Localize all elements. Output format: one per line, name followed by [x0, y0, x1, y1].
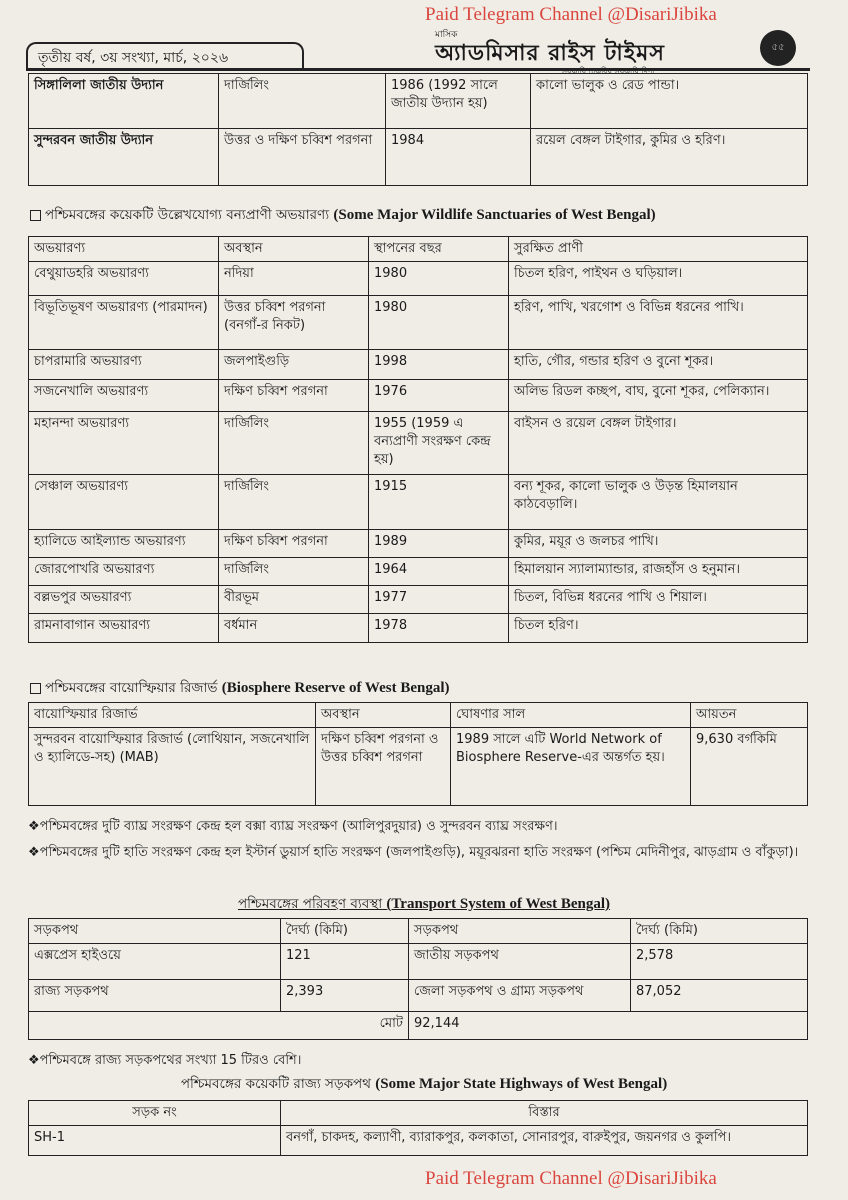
table-row	[29, 475, 808, 530]
table-cell: রাজ্য সড়কপথ	[29, 980, 281, 1012]
table-cell: 1915	[369, 475, 509, 530]
table-row	[29, 129, 808, 186]
table-cell: নদিয়া	[219, 262, 369, 296]
table-cell: দক্ষিণ চব্বিশ পরগনা ও উত্তর চব্বিশ পরগনা	[316, 728, 451, 806]
sanctuaries-heading	[30, 205, 656, 225]
table-cell: 1989 সালে এটি World Network of Biosphere Reserve-এর অন্তর্গত হয়।	[451, 728, 691, 806]
column-header: সড়কপথ	[29, 919, 281, 944]
heading-en: (Transport System of West Bengal)	[386, 896, 611, 912]
table-cell: হিমালয়ান স্যালাম্যান্ডার, রাজহাঁস ও হনুমান।	[509, 558, 808, 586]
column-header: বায়োস্ফিয়ার রিজার্ভ	[29, 703, 316, 728]
table-row	[29, 728, 808, 806]
heading-bn: পশ্চিমবঙ্গের কয়েকটি উল্লেখযোগ্য বন্যপ্রাণী অভয়ারণ্য	[45, 207, 330, 223]
table-cell: সেঞ্চাল অভয়ারণ্য	[29, 475, 219, 530]
table-cell: সুন্দরবন বায়োস্ফিয়ার রিজার্ভ (লোথিয়ান, সজনেখালি ও হ্যালিডে-সহ) (MAB)	[29, 728, 316, 806]
total-value: 92,144	[409, 1012, 808, 1040]
table-cell: কালো ভালুক ও রেড পান্ডা।	[531, 74, 808, 129]
table-cell: বীরভূম	[219, 586, 369, 614]
table-cell: সজনেখালি অভয়ারণ্য	[29, 380, 219, 412]
table-row	[29, 980, 808, 1012]
table-cell: 1980	[369, 296, 509, 350]
header-row	[29, 919, 808, 944]
table-cell: 1977	[369, 586, 509, 614]
column-header: বিস্তার	[281, 1101, 808, 1126]
column-header: আয়তন	[691, 703, 808, 728]
heading-bn: পশ্চিমবঙ্গের কয়েকটি রাজ্য সড়কপথ	[180, 1076, 371, 1092]
note-elephant: ❖পশ্চিমবঙ্গের দুটি হাতি সংরক্ষণ কেন্দ্র হল ইস্টার্ন ডুয়ার্স হাতি সংরক্ষণ (জলপাইগুড়ি), ময়ূরঝরনা হাতি সংরক্ষণ (পশ্চিম মেদিনীপুর, ঝাড়গ্রাম ও বাঁকুড়া)।	[28, 845, 799, 860]
table-row	[29, 614, 808, 643]
column-header: অভয়ারণ্য	[29, 237, 219, 262]
column-header: অবস্থান	[219, 237, 369, 262]
table-cell: 1998	[369, 350, 509, 380]
table-cell: হ্যালিডে আইল্যান্ড অভয়ারণ্য	[29, 530, 219, 558]
table-row	[29, 412, 808, 475]
table-cell: দার্জিলিং	[219, 74, 386, 129]
watermark-bottom: Paid Telegram Channel @DisariJibika	[425, 1168, 717, 1189]
heading-en: (Biosphere Reserve of West Bengal)	[221, 680, 450, 696]
table-cell: বনগাঁ, চাকদহ, কল্যাণী, ব্যারাকপুর, কলকাতা, সোনারপুর, বারুইপুর, জয়নগর ও কুলপি।	[281, 1126, 808, 1156]
biosphere-table	[28, 702, 808, 806]
table-cell: 87,052	[631, 980, 808, 1012]
table-row	[29, 530, 808, 558]
table-cell: 1955 (1959 এ বন্যপ্রাণী সংরক্ষণ কেন্দ্র হয়)	[369, 412, 509, 475]
header-row	[29, 1101, 808, 1126]
table-cell: হাতি, গৌর, গন্ডার হরিণ ও বুনো শূকর।	[509, 350, 808, 380]
table-cell: বর্ধমান	[219, 614, 369, 643]
column-header: অবস্থান	[316, 703, 451, 728]
column-header: ঘোষণার সাল	[451, 703, 691, 728]
table-row	[29, 262, 808, 296]
table-cell: 121	[281, 944, 409, 980]
total-row	[29, 1012, 808, 1040]
masthead-small: মাসিক	[435, 30, 458, 40]
table-cell: 2,393	[281, 980, 409, 1012]
transport-heading	[0, 894, 848, 914]
table-cell: সিঙ্গালিলা জাতীয় উদ্যান	[29, 74, 219, 129]
table-row	[29, 586, 808, 614]
state-highways-heading	[0, 1074, 848, 1094]
table-cell: 1978	[369, 614, 509, 643]
checkbox-square-icon	[30, 210, 41, 221]
table-cell: দক্ষিণ চব্বিশ পরগনা	[219, 530, 369, 558]
table-cell: জাতীয় সড়কপথ	[409, 944, 631, 980]
table-cell: উত্তর চব্বিশ পরগনা (বনগাঁ-র নিকট)	[219, 296, 369, 350]
table-cell: 2,578	[631, 944, 808, 980]
table-cell: দার্জিলিং	[219, 558, 369, 586]
table-cell: বাইসন ও রয়েল বেঙ্গল টাইগার।	[509, 412, 808, 475]
column-header: স্থাপনের বছর	[369, 237, 509, 262]
table-row	[29, 944, 808, 980]
table-cell: 1989	[369, 530, 509, 558]
table-cell: 1964	[369, 558, 509, 586]
table-cell: উত্তর ও দক্ষিণ চব্বিশ পরগনা	[219, 129, 386, 186]
header-row	[29, 237, 808, 262]
heading-bn: পশ্চিমবঙ্গের বায়োস্ফিয়ার রিজার্ভ	[45, 680, 218, 696]
table-cell: অলিভ রিডল কচ্ছপ, বাঘ, বুনো শূকর, পেলিক্যান।	[509, 380, 808, 412]
masthead-title: অ্যাডমিসার রাইস টাইমস	[435, 41, 665, 66]
issue-label: তৃতীয় বর্ষ, ৩য় সংখ্যা, মার্চ, ২০২৬	[26, 42, 304, 70]
biosphere-heading	[30, 678, 450, 698]
table-cell: সুন্দরবন জাতীয় উদ্যান	[29, 129, 219, 186]
column-header: দৈর্ঘ্য (কিমি)	[281, 919, 409, 944]
table-cell: বন্য শূকর, কালো ভালুক ও উড়ন্ত হিমালয়ান কাঠবেড়ালি।	[509, 475, 808, 530]
table-cell: বিভূতিভূষণ অভয়ারণ্য (পারমাদন)	[29, 296, 219, 350]
table-cell: হরিণ, পাখি, খরগোশ ও বিভিন্ন ধরনের পাখি।	[509, 296, 808, 350]
table-cell: মহানন্দা অভয়ারণ্য	[29, 412, 219, 475]
checkbox-square-icon	[30, 683, 41, 694]
national-parks-table	[28, 73, 808, 186]
table-cell: দার্জিলিং	[219, 475, 369, 530]
table-cell: দার্জিলিং	[219, 412, 369, 475]
column-header: দৈর্ঘ্য (কিমি)	[631, 919, 808, 944]
heading-en: (Some Major Wildlife Sanctuaries of West Bengal)	[333, 207, 656, 223]
table-row	[29, 558, 808, 586]
watermark-top: Paid Telegram Channel @DisariJibika	[425, 4, 717, 25]
table-row	[29, 296, 808, 350]
table-row	[29, 74, 808, 129]
header-rule	[26, 68, 810, 71]
table-cell: বল্লভপুর অভয়ারণ্য	[29, 586, 219, 614]
table-cell: 1984	[386, 129, 531, 186]
table-cell: 1986 (1992 সালে জাতীয় উদ্যান হয়)	[386, 74, 531, 129]
total-label: মোট	[29, 1012, 409, 1040]
table-cell: চিতল হরিণ।	[509, 614, 808, 643]
state-highways-table	[28, 1100, 808, 1156]
table-cell: জলপাইগুড়ি	[219, 350, 369, 380]
table-cell: রয়েল বেঙ্গল টাইগার, কুমির ও হরিণ।	[531, 129, 808, 186]
page-number: ৫৫	[760, 30, 796, 66]
table-cell: চিতল, বিভিন্ন ধরনের পাখি ও শিয়াল।	[509, 586, 808, 614]
table-cell: 1976	[369, 380, 509, 412]
table-row	[29, 350, 808, 380]
table-cell: SH-1	[29, 1126, 281, 1156]
header-row	[29, 703, 808, 728]
table-cell: বেথুয়াডহরি অভয়ারণ্য	[29, 262, 219, 296]
column-header: সুরক্ষিত প্রাণী	[509, 237, 808, 262]
heading-bn: পশ্চিমবঙ্গের পরিবহণ ব্যবস্থা	[237, 896, 383, 912]
transport-table	[28, 918, 808, 1040]
table-cell: চাপরামারি অভয়ারণ্য	[29, 350, 219, 380]
note-state-highways: ❖পশ্চিমবঙ্গে রাজ্য সড়কপথের সংখ্যা 15 টিরও বেশি।	[28, 1053, 302, 1068]
table-cell: রামনাবাগান অভয়ারণ্য	[29, 614, 219, 643]
column-header: সড়কপথ	[409, 919, 631, 944]
table-cell: দক্ষিণ চব্বিশ পরগনা	[219, 380, 369, 412]
table-cell: এক্সপ্রেস হাইওয়ে	[29, 944, 281, 980]
note-tiger: ❖পশ্চিমবঙ্গের দুটি ব্যাঘ্র সংরক্ষণ কেন্দ্র হল বক্সা ব্যাঘ্র সংরক্ষণ (আলিপুরদুয়ার) ও সুন্দরবন ব্যাঘ্র সংরক্ষণ।	[28, 819, 558, 834]
table-cell: 1980	[369, 262, 509, 296]
masthead-tagline: সরকারি চাকরির সরকারি দিশা	[561, 67, 655, 76]
table-cell: জোরপোখরি অভয়ারণ্য	[29, 558, 219, 586]
heading-en: (Some Major State Highways of West Bengal)	[375, 1076, 668, 1092]
column-header: সড়ক নং	[29, 1101, 281, 1126]
sanctuaries-table	[28, 236, 808, 643]
table-row	[29, 1126, 808, 1156]
table-cell: জেলা সড়কপথ ও গ্রাম্য সড়কপথ	[409, 980, 631, 1012]
table-cell: চিতল হরিণ, পাইথন ও ঘড়িয়াল।	[509, 262, 808, 296]
table-cell: 9,630 বর্গকিমি	[691, 728, 808, 806]
table-cell: কুমির, ময়ূর ও জলচর পাখি।	[509, 530, 808, 558]
table-row	[29, 380, 808, 412]
